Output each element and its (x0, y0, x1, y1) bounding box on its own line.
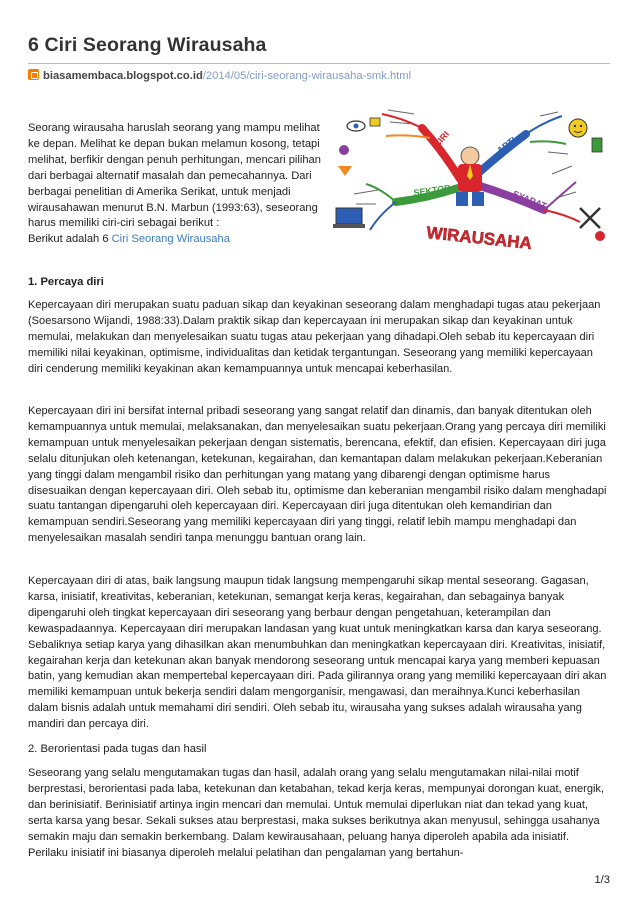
section-1-paragraph-3: Kepercayaan diri di atas, baik langsung maupun tidak langsung mempengaruhi sikap mental seseorang. Gagasan, karsa, inisiatif, kreativitas, keberanian, ketekunan, semangat kerja keras, kegairahan, dan sebagainya banyak dipengaruhi oleh tingkat kepercayaan diri seseorang yang berbaur dengan pengetahuan, keterampilan dan kewaspadaannya. Kepercayaan diri merupakan landasan yang kuat untuk meningkatkan karsa dan karya seseorang. Sebaliknya setiap karya yang dihasilkan akan menumbuhkan dan meningkatkan kepercayaan diri. Kreativitas, inisiatif, kegairahan kerja dan ketekunan akan banyak mendorong seseorang untuk mencapai karya yang memberi kepuasan batin, yang kemudian akan mempertebal kepercayaan diri. Pada gilirannya orang yang memiliki kepercayaan diri akan memiliki kemampuan untuk bekerja sendiri dalam mengorganisir, mengawasi, dan meraihnya.Kunci keberhasilan dalam bisnis adalah untuk memahami diri sendiri. Oleh sebab itu, wirausaha yang sukses adalah wirausaha yang mandiri dan percaya diri. (28, 575, 607, 731)
section-heading-2: 2. Berorientasi pada tugas dan hasil (28, 743, 207, 755)
section-heading-1: 1. Percaya diri (28, 276, 104, 288)
mindmap-center-label: WIRAUSAHA (425, 223, 533, 254)
section-1-paragraph-1: Kepercayaan diri merupakan suatu paduan sikap dan keyakinan seseorang dalam menghadapi tugas atau pekerjaan (Soesarsono Wijandi, 1988:33).Dalam praktik sikap dan kepercayaan ini merupakan sikap dan keyakinan untuk memulai, melakukan dan menyelesaikan suatu tugas atau pekerjaan yang dihadapi.Oleh sebab itu kepercayaan diri memiliki nilai keyakinan, optimisme, individualitas dan ketidak tergantungan. Seseorang yang memiliki kepercayaan diri cenderung memiliki keyakinan akan kemampuannya untuk mencapai keberhasilan. (28, 299, 601, 375)
page-number: 1/3 (594, 874, 610, 886)
wirausaha-mindmap-image (330, 104, 610, 254)
page-title: 6 Ciri Seorang Wirausaha (28, 34, 267, 56)
intro-text: Seorang wirausaha haruslah seorang yang mampu melihat ke depan. Melihat ke depan bukan melamun kosong, tetapi melihat, berfikir dengan penuh perhitungan, mencari pilihan dari berbagai alternatif masalah dan pemecahannya. Dari berbagai penelitian di Amerika Serikat, untuk menjadi wirausahawan menurut B.N. Marbun (1993:63), seseorang harus memiliki ciri-ciri sebagai berikut : (28, 122, 321, 230)
intro-lead: Berikut adalah 6 (28, 233, 109, 246)
branch-label-syarat: SYARAT (511, 188, 548, 212)
intro-link[interactable]: Ciri Seorang Wirausaha (111, 233, 230, 246)
intro-paragraph (28, 121, 324, 248)
branch-label-sektor: SEKTOR (412, 182, 452, 198)
branch-label-ciri: CIRI (431, 129, 452, 150)
section-1-paragraph-2: Kepercayaan diri ini bersifat internal pribadi seseorang yang sangat relatif dan dinamis, dan banyak ditentukan oleh kemampuannya untuk memulai, melaksanakan, dan menyelesaikan suatu pekerjaan.Orang yang percaya diri memiliki kemampuan untuk menyelesaikan pekerjaan dengan sistematis, berencana, efektif, dan efisien. Kepercayaan diri juga selalu ditunjukan oleh ketenangan, ketekunan, kegairahan, dan kemantapan dalam melakukan pekerjaan.Keberanian yang tinggi dalam mengambil risiko dan perhitungan yang matang yang dibarengi dengan optimisme harus disesuaikan dengan kepercayaan diri. Oleh sebab itu, optimisme dan keberanian mengambil risiko dalam menghadapi suatu tantangan dipengaruhi oleh kepercayaan diri. Kepercayaan diri juga ditentukan oleh kemandirian dan kemampuan sendiri.Seseorang yang memiliki kepercayaan diri yang tinggi, relatif lebih mampu menghadapi dan menyelesaikan masalah sendiri tanpa menunggu bantuan orang lain. (28, 405, 607, 545)
title-divider (28, 63, 610, 64)
section-2-paragraph-1: Seseorang yang selalu mengutamakan tugas dan hasil, adalah orang yang selalu mengutamakan nilai-nilai motif berprestasi, berorientasi pada laba, ketekunan dan ketabahan, tekad kerja keras, mempunyai dorongan kuat, energik, dan berinisiatif. Berinisiatif artinya ingin mencari dan memulai. Untuk memulai diperlukan niat dan tekad yang kuat, serta karsa yang besar. Sekali sukses atau berprestasi, maka sukses berikutnya akan menyusul, sehingga usahanya semakin maju dan semakin berkembang. Dalam kewirausahaan, peluang hanya diperoleh apabila ada inisiatif. Perilaku inisiatif ini biasanya diperoleh melalui pelatihan dan pengalaman yang bertahun- (28, 767, 605, 859)
blogger-icon (28, 69, 39, 80)
source-path[interactable]: /2014/05/ciri-seorang-wirausaha-smk.html (202, 70, 412, 82)
businessman-illustration (456, 147, 484, 206)
source-domain[interactable]: biasamembaca.blogspot.co.id (43, 70, 203, 82)
source-url[interactable] (28, 69, 411, 82)
branch-label-arti: ARTI (495, 134, 518, 156)
